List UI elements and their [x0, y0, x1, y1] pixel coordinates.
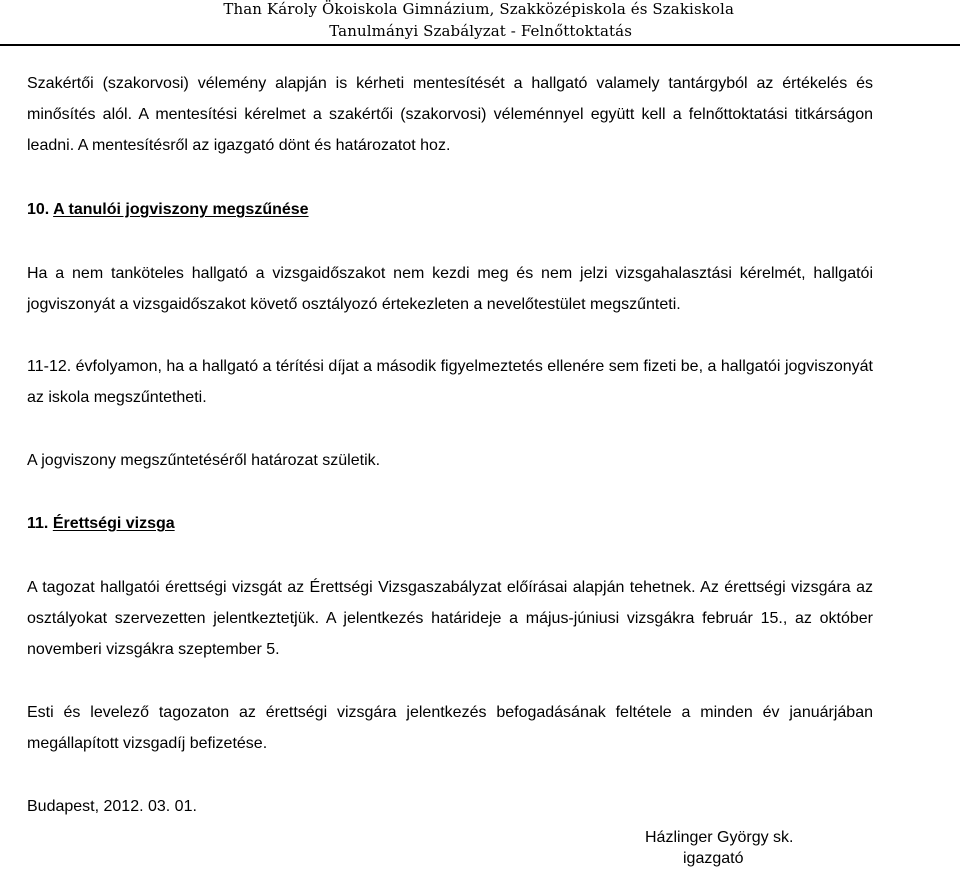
paragraph-exemption: Szakértői (szakorvosi) vélemény alapján is kérheti mentesítését a hallgató valamely tantárgyból az értékelés és minősítés alól. A mentesítési kérelmet a szakértői (szakorvosi) véleménnyel együtt kell a felnőttoktatási titkárságon leadni. A mentesítésről az igazgató dönt és határozatot hoz.: [27, 75, 873, 154]
section-11-heading: [27, 514, 175, 534]
section-10-title: A tanulói jogviszony megszűnése: [53, 201, 309, 218]
paragraph-resolution: A jogviszony megszűntetéséről határozat születik.: [27, 452, 381, 469]
paragraph-exam-fee: Esti és levelező tagozaton az érettségi vizsgára jelentkezés befogadásának feltétele a minden év januárjában megállapított vizsgadíj befizetése.: [27, 704, 873, 752]
school-name: Than Károly Ökoiskola Gimnázium, Szakközépiskola és Szakiskola: [223, 0, 734, 18]
section-10-number: 10.: [27, 201, 50, 218]
paragraph-exam-rules: A tagozat hallgatói érettségi vizsgát az Érettségi Vizsgaszabályzat előírásai alapján tehetnek. Az érettségi vizsgára az osztályokat szervezetten jelentkeztetjük. A jelentkezés határideje a május-júniusi vizsgákra február 15., az október novemberi vizsgákra szeptember 5.: [27, 579, 873, 658]
paragraph-fee-termination: 11-12. évfolyamon, ha a hallgató a térítési díjat a második figyelmeztetés ellenére sem fizeti be, a hallgatói jogviszonyát az iskola megszűntetheti.: [27, 358, 873, 406]
paragraph-termination: Ha a nem tanköteles hallgató a vizsgaidőszakot nem kezdi meg és nem jelzi vizsgahalasztási kérelmét, hallgatói jogviszonyát a vizsgaidőszakot követő osztályozó értekezleten a nevelőtestület megszűnteti.: [27, 265, 873, 313]
section-11-title: Érettségi vizsga: [52, 515, 175, 532]
section-11-number: 11.: [27, 515, 49, 532]
document-title: Tanulmányi Szabályzat - Felnőttoktatás: [329, 22, 632, 40]
header-divider: [0, 44, 960, 46]
place-date: Budapest, 2012. 03. 01.: [27, 798, 197, 815]
signer-title: igazgató: [683, 850, 744, 867]
signer-name: Házlinger György sk.: [645, 829, 794, 846]
section-10-heading: [27, 200, 309, 220]
